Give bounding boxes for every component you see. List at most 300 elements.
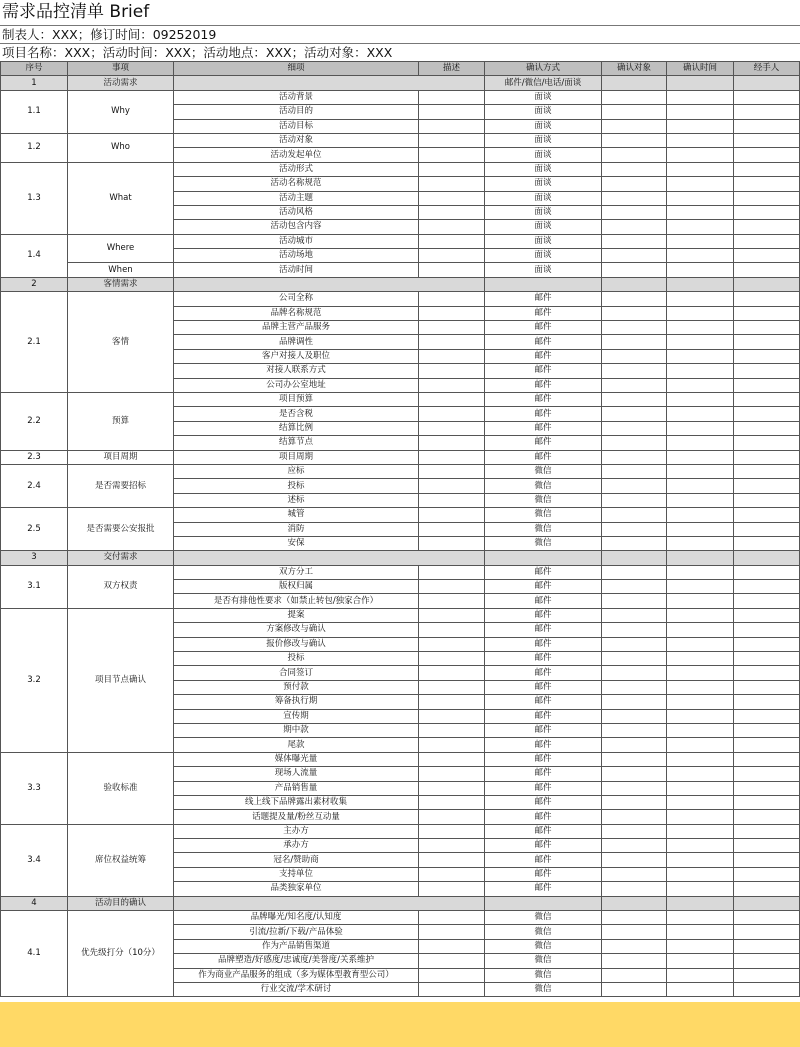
item-number[interactable]: 1.1 (1, 90, 68, 133)
detail-cell[interactable]: 应标 (174, 464, 419, 478)
confirm-target-cell[interactable] (602, 133, 667, 147)
section-number[interactable]: 2 (1, 277, 68, 291)
handler-cell[interactable] (734, 594, 800, 608)
confirm-method-cell[interactable]: 邮件 (485, 752, 602, 766)
detail-cell[interactable]: 活动主题 (174, 191, 419, 205)
detail-cell[interactable] (174, 76, 485, 90)
handler-cell[interactable] (734, 680, 800, 694)
confirm-target-cell[interactable] (602, 781, 667, 795)
confirm-target-cell[interactable] (602, 709, 667, 723)
description-cell[interactable] (419, 479, 485, 493)
handler-cell[interactable] (734, 508, 800, 522)
detail-cell[interactable]: 作为产品销售渠道 (174, 939, 419, 953)
confirm-time-cell[interactable] (667, 781, 734, 795)
item-number[interactable]: 3.1 (1, 565, 68, 608)
handler-cell[interactable] (734, 723, 800, 737)
confirm-method-cell[interactable]: 邮件 (485, 867, 602, 881)
description-cell[interactable] (419, 148, 485, 162)
detail-cell[interactable]: 提案 (174, 608, 419, 622)
handler-cell[interactable] (734, 795, 800, 809)
confirm-method-cell[interactable]: 邮件 (485, 349, 602, 363)
handler-cell[interactable] (734, 436, 800, 450)
handler-cell[interactable] (734, 939, 800, 953)
confirm-target-cell[interactable] (602, 421, 667, 435)
confirm-time-cell[interactable] (667, 795, 734, 809)
confirm-time-cell[interactable] (667, 421, 734, 435)
confirm-target-cell[interactable] (602, 680, 667, 694)
confirm-time-cell[interactable] (667, 882, 734, 896)
detail-cell[interactable]: 媒体曝光量 (174, 752, 419, 766)
handler-cell[interactable] (734, 925, 800, 939)
handler-cell[interactable] (734, 479, 800, 493)
confirm-method-cell[interactable]: 邮件 (485, 738, 602, 752)
description-cell[interactable] (419, 565, 485, 579)
description-cell[interactable] (419, 205, 485, 219)
description-cell[interactable] (419, 767, 485, 781)
confirm-time-cell[interactable] (667, 853, 734, 867)
confirm-target-cell[interactable] (602, 335, 667, 349)
confirm-method-cell[interactable]: 邮件 (485, 565, 602, 579)
confirm-target-cell[interactable] (602, 508, 667, 522)
description-cell[interactable] (419, 335, 485, 349)
confirm-method-cell[interactable]: 微信 (485, 911, 602, 925)
confirm-method-cell[interactable]: 微信 (485, 954, 602, 968)
confirm-method-cell[interactable]: 面谈 (485, 162, 602, 176)
confirm-target-cell[interactable] (602, 479, 667, 493)
confirm-target-cell[interactable] (602, 839, 667, 853)
description-cell[interactable] (419, 508, 485, 522)
confirm-method-cell[interactable] (485, 551, 602, 565)
confirm-target-cell[interactable] (602, 911, 667, 925)
item-name[interactable]: 是否需要公安报批 (68, 508, 174, 551)
item-name[interactable]: 优先级打分（10分） (68, 911, 174, 997)
handler-cell[interactable] (734, 421, 800, 435)
confirm-target-cell[interactable] (602, 925, 667, 939)
handler-cell[interactable] (734, 234, 800, 248)
handler-cell[interactable] (734, 623, 800, 637)
confirm-target-cell[interactable] (602, 882, 667, 896)
confirm-method-cell[interactable]: 邮件 (485, 608, 602, 622)
confirm-target-cell[interactable] (602, 666, 667, 680)
confirm-target-cell[interactable] (602, 695, 667, 709)
handler-cell[interactable] (734, 133, 800, 147)
description-cell[interactable] (419, 723, 485, 737)
confirm-target-cell[interactable] (602, 349, 667, 363)
confirm-time-cell[interactable] (667, 925, 734, 939)
detail-cell[interactable]: 支持单位 (174, 867, 419, 881)
confirm-method-cell[interactable]: 微信 (485, 968, 602, 982)
description-cell[interactable] (419, 321, 485, 335)
detail-cell[interactable]: 公司全称 (174, 292, 419, 306)
detail-cell[interactable]: 品牌塑造/好感度/忠诚度/美誉度/关系维护 (174, 954, 419, 968)
confirm-target-cell[interactable] (602, 551, 667, 565)
confirm-target-cell[interactable] (602, 205, 667, 219)
description-cell[interactable] (419, 421, 485, 435)
item-name[interactable]: 客情 (68, 292, 174, 393)
item-name[interactable]: When (68, 263, 174, 277)
confirm-time-cell[interactable] (667, 623, 734, 637)
detail-cell[interactable]: 公司办公室地址 (174, 378, 419, 392)
description-cell[interactable] (419, 623, 485, 637)
confirm-time-cell[interactable] (667, 407, 734, 421)
detail-cell[interactable]: 客户对接人及职位 (174, 349, 419, 363)
confirm-target-cell[interactable] (602, 436, 667, 450)
confirm-method-cell[interactable]: 邮件 (485, 594, 602, 608)
handler-cell[interactable] (734, 580, 800, 594)
detail-cell[interactable]: 尾款 (174, 738, 419, 752)
handler-cell[interactable] (734, 637, 800, 651)
confirm-target-cell[interactable] (602, 220, 667, 234)
item-number[interactable]: 3.2 (1, 608, 68, 752)
description-cell[interactable] (419, 177, 485, 191)
description-cell[interactable] (419, 191, 485, 205)
confirm-method-cell[interactable]: 微信 (485, 493, 602, 507)
detail-cell[interactable]: 消防 (174, 522, 419, 536)
item-name[interactable]: Who (68, 133, 174, 162)
confirm-time-cell[interactable] (667, 738, 734, 752)
detail-cell[interactable]: 项目周期 (174, 450, 419, 464)
description-cell[interactable] (419, 464, 485, 478)
confirm-target-cell[interactable] (602, 177, 667, 191)
confirm-method-cell[interactable]: 邮件 (485, 407, 602, 421)
confirm-method-cell[interactable]: 邮件 (485, 392, 602, 406)
handler-cell[interactable] (734, 335, 800, 349)
description-cell[interactable] (419, 162, 485, 176)
item-number[interactable]: 4.1 (1, 911, 68, 997)
section-name[interactable]: 客情需求 (68, 277, 174, 291)
confirm-time-cell[interactable] (667, 723, 734, 737)
item-name[interactable]: 项目节点确认 (68, 608, 174, 752)
confirm-time-cell[interactable] (667, 234, 734, 248)
item-name[interactable]: What (68, 162, 174, 234)
item-name[interactable]: 项目周期 (68, 450, 174, 464)
detail-cell[interactable]: 预付款 (174, 680, 419, 694)
detail-cell[interactable]: 安保 (174, 536, 419, 550)
confirm-method-cell[interactable]: 邮件 (485, 652, 602, 666)
handler-cell[interactable] (734, 709, 800, 723)
confirm-time-cell[interactable] (667, 378, 734, 392)
confirm-method-cell[interactable]: 微信 (485, 939, 602, 953)
confirm-target-cell[interactable] (602, 234, 667, 248)
confirm-time-cell[interactable] (667, 580, 734, 594)
confirm-target-cell[interactable] (602, 853, 667, 867)
detail-cell[interactable]: 是否有排他性要求（如禁止转包/独家合作） (174, 594, 419, 608)
detail-cell[interactable]: 主办方 (174, 824, 419, 838)
confirm-target-cell[interactable] (602, 565, 667, 579)
confirm-time-cell[interactable] (667, 349, 734, 363)
confirm-target-cell[interactable] (602, 119, 667, 133)
item-name[interactable]: 预算 (68, 392, 174, 450)
section-name[interactable]: 活动需求 (68, 76, 174, 90)
description-cell[interactable] (419, 738, 485, 752)
confirm-time-cell[interactable] (667, 709, 734, 723)
confirm-method-cell[interactable]: 邮件 (485, 795, 602, 809)
confirm-method-cell[interactable]: 面谈 (485, 148, 602, 162)
confirm-target-cell[interactable] (602, 983, 667, 997)
description-cell[interactable] (419, 263, 485, 277)
handler-cell[interactable] (734, 220, 800, 234)
detail-cell[interactable] (174, 896, 485, 910)
detail-cell[interactable]: 作为商业产品服务的组成（多为媒体型教育型公司） (174, 968, 419, 982)
confirm-time-cell[interactable] (667, 191, 734, 205)
item-number[interactable]: 1.2 (1, 133, 68, 162)
confirm-target-cell[interactable] (602, 824, 667, 838)
confirm-target-cell[interactable] (602, 594, 667, 608)
detail-cell[interactable]: 结算比例 (174, 421, 419, 435)
confirm-target-cell[interactable] (602, 810, 667, 824)
description-cell[interactable] (419, 882, 485, 896)
confirm-time-cell[interactable] (667, 105, 734, 119)
confirm-target-cell[interactable] (602, 378, 667, 392)
confirm-time-cell[interactable] (667, 220, 734, 234)
item-name[interactable]: 席位权益统筹 (68, 824, 174, 896)
confirm-target-cell[interactable] (602, 580, 667, 594)
confirm-time-cell[interactable] (667, 911, 734, 925)
confirm-method-cell[interactable]: 面谈 (485, 133, 602, 147)
confirm-method-cell[interactable]: 微信 (485, 522, 602, 536)
handler-cell[interactable] (734, 148, 800, 162)
confirm-time-cell[interactable] (667, 321, 734, 335)
detail-cell[interactable]: 活动发起单位 (174, 148, 419, 162)
confirm-time-cell[interactable] (667, 939, 734, 953)
section-number[interactable]: 3 (1, 551, 68, 565)
confirm-method-cell[interactable]: 邮件 (485, 335, 602, 349)
confirm-target-cell[interactable] (602, 277, 667, 291)
confirm-target-cell[interactable] (602, 767, 667, 781)
item-number[interactable]: 2.1 (1, 292, 68, 393)
detail-cell[interactable]: 合同签订 (174, 666, 419, 680)
description-cell[interactable] (419, 795, 485, 809)
confirm-method-cell[interactable]: 邮件 (485, 436, 602, 450)
confirm-time-cell[interactable] (667, 277, 734, 291)
detail-cell[interactable]: 宣传期 (174, 709, 419, 723)
handler-cell[interactable] (734, 666, 800, 680)
confirm-method-cell[interactable] (485, 896, 602, 910)
item-number[interactable]: 2.3 (1, 450, 68, 464)
handler-cell[interactable] (734, 752, 800, 766)
detail-cell[interactable]: 活动包含内容 (174, 220, 419, 234)
confirm-method-cell[interactable]: 邮件 (485, 709, 602, 723)
handler-cell[interactable] (734, 839, 800, 853)
description-cell[interactable] (419, 493, 485, 507)
confirm-method-cell[interactable]: 邮件 (485, 637, 602, 651)
confirm-method-cell[interactable]: 面谈 (485, 220, 602, 234)
confirm-time-cell[interactable] (667, 666, 734, 680)
detail-cell[interactable]: 品牌曝光/知名度/认知度 (174, 911, 419, 925)
detail-cell[interactable]: 述标 (174, 493, 419, 507)
confirm-method-cell[interactable]: 面谈 (485, 249, 602, 263)
detail-cell[interactable]: 行业交流/学术研讨 (174, 983, 419, 997)
handler-cell[interactable] (734, 306, 800, 320)
confirm-time-cell[interactable] (667, 177, 734, 191)
confirm-time-cell[interactable] (667, 839, 734, 853)
confirm-time-cell[interactable] (667, 954, 734, 968)
confirm-target-cell[interactable] (602, 105, 667, 119)
description-cell[interactable] (419, 436, 485, 450)
confirm-method-cell[interactable]: 微信 (485, 536, 602, 550)
handler-cell[interactable] (734, 249, 800, 263)
description-cell[interactable] (419, 536, 485, 550)
confirm-target-cell[interactable] (602, 752, 667, 766)
confirm-target-cell[interactable] (602, 723, 667, 737)
confirm-target-cell[interactable] (602, 321, 667, 335)
confirm-method-cell[interactable]: 邮件 (485, 306, 602, 320)
confirm-method-cell[interactable]: 邮件 (485, 882, 602, 896)
handler-cell[interactable] (734, 450, 800, 464)
confirm-method-cell[interactable]: 邮件 (485, 421, 602, 435)
detail-cell[interactable]: 报价修改与确认 (174, 637, 419, 651)
description-cell[interactable] (419, 306, 485, 320)
confirm-method-cell[interactable]: 邮件 (485, 839, 602, 853)
item-name[interactable]: 是否需要招标 (68, 464, 174, 507)
handler-cell[interactable] (734, 76, 800, 90)
confirm-time-cell[interactable] (667, 450, 734, 464)
confirm-target-cell[interactable] (602, 191, 667, 205)
confirm-time-cell[interactable] (667, 464, 734, 478)
handler-cell[interactable] (734, 781, 800, 795)
description-cell[interactable] (419, 709, 485, 723)
handler-cell[interactable] (734, 90, 800, 104)
detail-cell[interactable]: 活动目标 (174, 119, 419, 133)
confirm-time-cell[interactable] (667, 896, 734, 910)
confirm-method-cell[interactable]: 邮件 (485, 623, 602, 637)
detail-cell[interactable]: 城管 (174, 508, 419, 522)
description-cell[interactable] (419, 752, 485, 766)
confirm-time-cell[interactable] (667, 335, 734, 349)
handler-cell[interactable] (734, 536, 800, 550)
description-cell[interactable] (419, 450, 485, 464)
confirm-method-cell[interactable]: 面谈 (485, 105, 602, 119)
handler-cell[interactable] (734, 119, 800, 133)
detail-cell[interactable]: 线上线下品牌露出素材收集 (174, 795, 419, 809)
handler-cell[interactable] (734, 810, 800, 824)
confirm-target-cell[interactable] (602, 623, 667, 637)
section-number[interactable]: 4 (1, 896, 68, 910)
handler-cell[interactable] (734, 392, 800, 406)
description-cell[interactable] (419, 90, 485, 104)
confirm-method-cell[interactable]: 邮件 (485, 824, 602, 838)
handler-cell[interactable] (734, 292, 800, 306)
confirm-time-cell[interactable] (667, 652, 734, 666)
detail-cell[interactable]: 对接人联系方式 (174, 364, 419, 378)
confirm-time-cell[interactable] (667, 76, 734, 90)
description-cell[interactable] (419, 378, 485, 392)
confirm-time-cell[interactable] (667, 752, 734, 766)
confirm-method-cell[interactable]: 微信 (485, 464, 602, 478)
handler-cell[interactable] (734, 565, 800, 579)
confirm-target-cell[interactable] (602, 306, 667, 320)
description-cell[interactable] (419, 652, 485, 666)
handler-cell[interactable] (734, 321, 800, 335)
confirm-time-cell[interactable] (667, 133, 734, 147)
confirm-target-cell[interactable] (602, 968, 667, 982)
confirm-method-cell[interactable]: 邮件 (485, 723, 602, 737)
confirm-method-cell[interactable]: 邮件 (485, 292, 602, 306)
confirm-method-cell[interactable] (485, 277, 602, 291)
description-cell[interactable] (419, 810, 485, 824)
confirm-method-cell[interactable]: 微信 (485, 508, 602, 522)
detail-cell[interactable]: 冠名/赞助商 (174, 853, 419, 867)
detail-cell[interactable]: 项目预算 (174, 392, 419, 406)
confirm-time-cell[interactable] (667, 436, 734, 450)
confirm-method-cell[interactable]: 面谈 (485, 205, 602, 219)
handler-cell[interactable] (734, 767, 800, 781)
confirm-time-cell[interactable] (667, 536, 734, 550)
detail-cell[interactable]: 方案修改与确认 (174, 623, 419, 637)
handler-cell[interactable] (734, 378, 800, 392)
confirm-target-cell[interactable] (602, 407, 667, 421)
detail-cell[interactable]: 双方分工 (174, 565, 419, 579)
detail-cell[interactable]: 投标 (174, 479, 419, 493)
handler-cell[interactable] (734, 349, 800, 363)
confirm-time-cell[interactable] (667, 695, 734, 709)
handler-cell[interactable] (734, 364, 800, 378)
handler-cell[interactable] (734, 277, 800, 291)
confirm-target-cell[interactable] (602, 493, 667, 507)
confirm-time-cell[interactable] (667, 680, 734, 694)
confirm-target-cell[interactable] (602, 364, 667, 378)
confirm-time-cell[interactable] (667, 292, 734, 306)
handler-cell[interactable] (734, 954, 800, 968)
confirm-method-cell[interactable]: 邮件 (485, 680, 602, 694)
description-cell[interactable] (419, 968, 485, 982)
item-name[interactable]: 验收标准 (68, 752, 174, 824)
confirm-time-cell[interactable] (667, 493, 734, 507)
detail-cell[interactable]: 活动风格 (174, 205, 419, 219)
section-number[interactable]: 1 (1, 76, 68, 90)
confirm-method-cell[interactable]: 面谈 (485, 90, 602, 104)
detail-cell[interactable]: 品牌调性 (174, 335, 419, 349)
confirm-method-cell[interactable]: 邮件 (485, 580, 602, 594)
handler-cell[interactable] (734, 177, 800, 191)
description-cell[interactable] (419, 349, 485, 363)
handler-cell[interactable] (734, 105, 800, 119)
detail-cell[interactable]: 承办方 (174, 839, 419, 853)
description-cell[interactable] (419, 867, 485, 881)
confirm-target-cell[interactable] (602, 896, 667, 910)
description-cell[interactable] (419, 249, 485, 263)
handler-cell[interactable] (734, 652, 800, 666)
confirm-time-cell[interactable] (667, 392, 734, 406)
handler-cell[interactable] (734, 263, 800, 277)
confirm-target-cell[interactable] (602, 292, 667, 306)
confirm-method-cell[interactable]: 邮件 (485, 364, 602, 378)
description-cell[interactable] (419, 364, 485, 378)
item-number[interactable]: 2.4 (1, 464, 68, 507)
confirm-method-cell[interactable]: 邮件 (485, 666, 602, 680)
confirm-target-cell[interactable] (602, 450, 667, 464)
confirm-target-cell[interactable] (602, 795, 667, 809)
detail-cell[interactable]: 活动场地 (174, 249, 419, 263)
detail-cell[interactable]: 现场人流量 (174, 767, 419, 781)
description-cell[interactable] (419, 392, 485, 406)
confirm-time-cell[interactable] (667, 249, 734, 263)
handler-cell[interactable] (734, 896, 800, 910)
confirm-target-cell[interactable] (602, 738, 667, 752)
item-name[interactable]: Where (68, 234, 174, 263)
confirm-time-cell[interactable] (667, 364, 734, 378)
confirm-method-cell[interactable]: 面谈 (485, 191, 602, 205)
handler-cell[interactable] (734, 882, 800, 896)
handler-cell[interactable] (734, 911, 800, 925)
detail-cell[interactable]: 品牌名称规范 (174, 306, 419, 320)
confirm-method-cell[interactable]: 微信 (485, 983, 602, 997)
confirm-time-cell[interactable] (667, 608, 734, 622)
detail-cell[interactable]: 产品销售量 (174, 781, 419, 795)
detail-cell[interactable]: 版权归属 (174, 580, 419, 594)
confirm-target-cell[interactable] (602, 536, 667, 550)
confirm-target-cell[interactable] (602, 249, 667, 263)
